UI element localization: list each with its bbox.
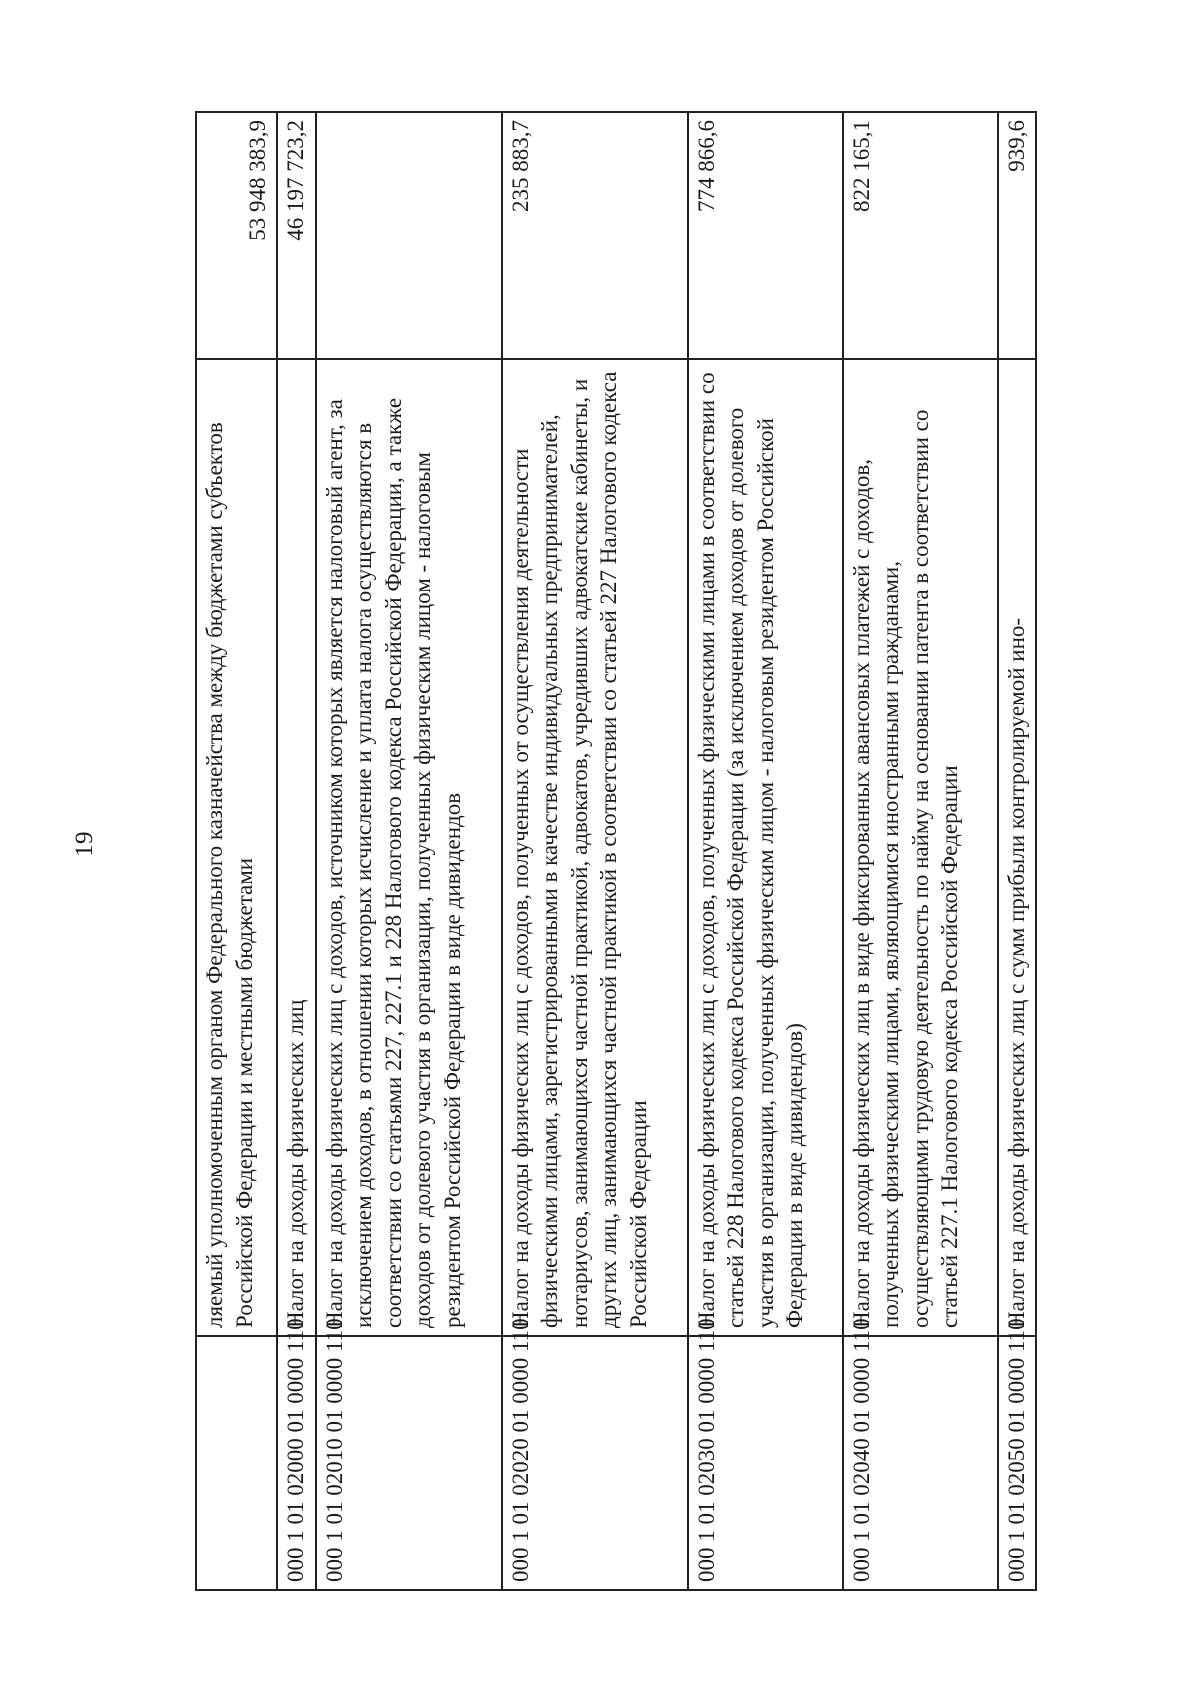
- revenue-code-cell: 000 1 01 02040 01 0000 110: [843, 1336, 998, 1590]
- revenue-name-cell: ляемый уполномоченным органом Федерального казначейства между бюджетами субъектов Российской Федерации и местными бюджетами: [196, 359, 277, 1336]
- revenue-name-cell: Налог на доходы физических лиц в виде фиксированных авансовых платежей с доходов, полученных физическими лицами, являющимися иностранными гражданами, осуществляющими трудовую деятельность по найму на основании патента в соответствии со статьей 227.1 Налогового кодекса Российской Федерации: [843, 359, 998, 1336]
- table-row: [196, 112, 277, 1590]
- amount-cell: 939,6: [998, 112, 1037, 359]
- revenue-code-cell: 000 1 01 02050 01 0000 110: [998, 1336, 1037, 1590]
- revenue-name-cell: Налог на доходы физических лиц: [277, 359, 316, 1336]
- revenue-code-cell: [196, 1336, 277, 1590]
- table-row: [316, 112, 502, 1590]
- revenue-name-cell: Налог на доходы физических лиц с доходов, полученных от осуществления деятельности физическими лицами, зарегистрированными в качестве индивидуальных предпринимателей, нотариусов, занимающихся частной практикой, адвокатов, учредивших адвокатские кабинеты, и других лиц, занимающихся частной практикой в соответствии со статьей 227 Налогового кодекса Российской Федерации: [502, 359, 688, 1336]
- revenue-name-cell: Налог на доходы физических лиц с сумм прибыли контролируемой ино-: [998, 359, 1037, 1336]
- table-row: [502, 112, 688, 1590]
- amount-cell: 46 197 723,2: [277, 112, 316, 359]
- amount-cell: 822 165,1: [843, 112, 998, 359]
- amount-cell: 53 948 383,9: [196, 112, 277, 359]
- table-row: [688, 112, 843, 1590]
- page-number: 19: [71, 831, 98, 857]
- revenue-code-cell: 000 1 01 02000 01 0000 110: [277, 1336, 316, 1590]
- amount-cell: 774 866,6: [688, 112, 843, 359]
- rotated-table-wrapper: [195, 113, 1031, 1591]
- revenue-table: [195, 111, 1037, 1591]
- revenue-code-cell: 000 1 01 02030 01 0000 110: [688, 1336, 843, 1590]
- revenue-code-cell: 000 1 01 02010 01 0000 110: [316, 1336, 502, 1590]
- revenue-code-cell: 000 1 01 02020 01 0000 110: [502, 1336, 688, 1590]
- table-row: [998, 112, 1037, 1590]
- amount-cell: 235 883,7: [502, 112, 688, 359]
- revenue-name-cell: Налог на доходы физических лиц с доходов, полученных физическими лицами в соответствии со статьей 228 Налогового кодекса Российской Федерации (за исключением доходов от долевого участия в организации, полученных физическим лицом - налоговым резидентом Российской Федерации в виде дивидендов): [688, 359, 843, 1336]
- amount-cell-empty: [316, 112, 502, 359]
- revenue-name-cell: Налог на доходы физических лиц с доходов, источником которых является налоговый агент, за исключением доходов, в отношении которых исчисление и уплата налога осуществляются в соответствии со статьями 227, 227.1 и 228 Налогового кодекса Российской Федерации, а также доходов от долевого участия в организации, полученных физическим лицом - налоговым резидентом Российской Федерации в виде дивидендов: [316, 359, 502, 1336]
- table-row: [277, 112, 316, 1590]
- table-row: [843, 112, 998, 1590]
